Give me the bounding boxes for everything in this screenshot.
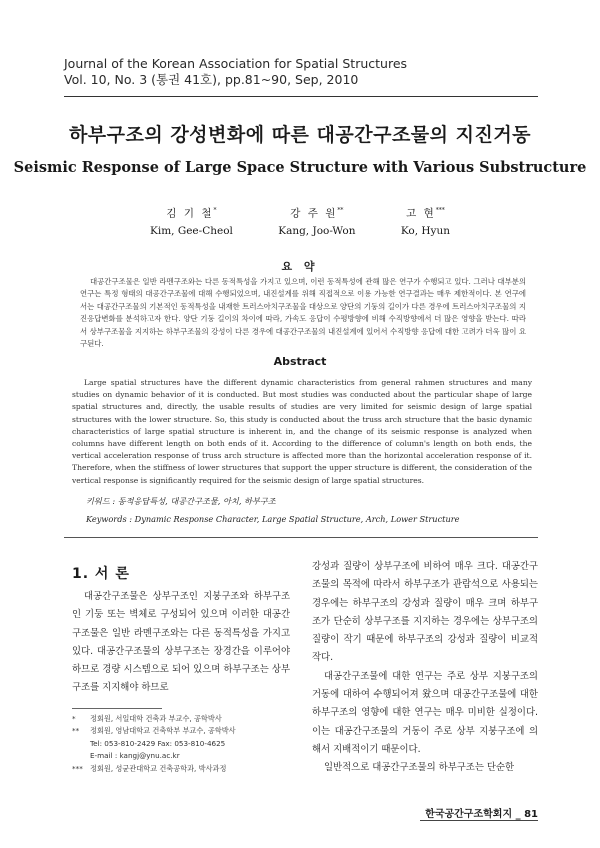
author-name-en: Kim, Gee-Cheol: [150, 224, 233, 237]
journal-header: [64, 56, 407, 88]
footnote: [72, 725, 292, 737]
footnote: [72, 713, 292, 725]
author-name-ko: 고 현: [406, 207, 436, 220]
footnote-mark: [72, 738, 90, 750]
page-footer: 한국공간구조학회지 _ 81: [425, 809, 538, 820]
title-korean: 하부구조의 강성변화에 따른 대공간구조물의 지진거동: [68, 124, 532, 146]
header-rule: [64, 96, 538, 97]
footnote: [72, 750, 292, 762]
abstract-heading: Abstract: [273, 355, 327, 368]
footnote-rule: [72, 708, 162, 709]
journal-name: Journal of the Korean Association for Spatial Structures: [64, 56, 408, 71]
abstract-text: Large spatial structures have the different dynamic characteristics from general rahmen structures and many studies on dynamic behavior of it is conducted. But most studies was conducted about the particular shape of large spatial structures and, directly, the usable results of studies are very limited for seismic design of large spatial structures with the lower structure. So, this study is conducted about the truss arch structure that the basic dynamic characteristics of large spatial structure is inherent in, and the change of its seismic response is analyzed when columns have different length on both ends of it. According to the difference of column's length on both ends, the vertical acceleration response of truss arch structure is affected more than the horizontal acceleration response of it. Therefore, when the stiffness of lower structures that support the upper structure is different, the consideration of the vertical response is significantly required for the seismic design of large spatial structures.: [72, 378, 532, 485]
author-mark: **: [337, 207, 344, 214]
body-paragraph: 일반적으로 대공간구조물의 하부구조는 단순한: [324, 762, 515, 774]
footnote-text: 정회원, 서일대학 건축과 부교수, 공학박사: [90, 714, 222, 723]
footnote-mark: [72, 750, 90, 762]
footnotes: [72, 713, 292, 775]
keywords-korean: 키워드 : 동적응답특성, 대공간구조물, 아치, 하부구조: [86, 496, 276, 506]
author-mark: ***: [435, 207, 445, 214]
author-list: [150, 202, 450, 240]
journal-volume: Vol. 10, No. 3 (통권 41호), pp.81~90, Sep, 2010: [64, 72, 359, 87]
title-english: Seismic Response of Large Space Structure with Various Substructure: [13, 159, 587, 176]
footer-rule: [420, 820, 538, 821]
footnote-mark: ***: [72, 763, 83, 773]
section-1-heading: 1. 서 론: [72, 566, 130, 582]
author-name-en: Ko, Hyun: [400, 224, 450, 237]
author-name-en: Kang, Joo-Won: [278, 224, 356, 237]
author-2: [278, 202, 355, 240]
footnote-mark: **: [72, 726, 80, 736]
footnote-text: E-mail : kangj@ynu.ac.kr: [90, 751, 180, 761]
section-divider: [64, 537, 538, 538]
korean-abstract-text: 대공간구조물은 일반 라멘구조와는 다른 동적특성을 가지고 있으며, 이런 동적특성에 관해 많은 연구가 수행되고 있다. 그러나 대부분의 연구는 특정 형태의 대공간구조물에 대해 수행되었으며, 내진설계를 위해 직접적으로 이용 가능한 연구결과는 매우 제한적이다. 본 연구에서는 대공간구조물의 기본적인 동적특성을 내재한 트러스아치구조물을 대상으로 양단의 기둥의 길이가 다른 경우에 트러스아치구조물의 지진응답변화를 분석하고자 한다. 양단 기둥 길이의 차이에 따라, 가속도 응답이 수평방향에 비해 수직방향에서 더 많은 영향을 받는다. 따라서 상부구조물을 지지하는 하부구조물의 강성이 다른 경우에 대공간구조물의 내진설계에 있어서 수직방향 응답에 대한 고려가 더욱 많이 요구된다.: [80, 277, 526, 349]
footnote: [72, 763, 292, 775]
author-name-ko: 김 기 철: [166, 207, 214, 220]
footnote-mark: *: [72, 714, 76, 723]
author-3: [401, 202, 450, 240]
body-paragraph: 강성과 질량이 상부구조에 비하여 매우 크다. 대공간구조물의 목적에 따라서 하부구조가 관람석으로 사용되는 경우에는 하부구조의 강성과 질량이 매우 크며 하부구조가 단순히 상부구조를 지지하는 경우에는 상부구조의 질량이 작기 때문에 하부구조의 강성과 질량이 비교적 작다.: [312, 561, 538, 664]
keywords-english: Keywords : Dynamic Response Character, Large Spatial Structure, Arch, Lower Structure: [86, 514, 460, 524]
body-paragraph: 대공간구조물에 대한 연구는 주로 상부 지붕구조의 거동에 대하여 수행되어져 왔으며 대공간구조물에 대한 하부구조의 영향에 대한 연구는 매우 미비한 실정이다. 이는 대공간구조물의 거동이 주로 상부 지붕구조에 의해서 지배적이기 때문이다.: [312, 670, 538, 755]
footnote-text: 정회원, 성균관대학교 건축공학과, 박사과정: [90, 763, 227, 773]
author-name-ko: 강 주 원: [290, 207, 338, 220]
body-left-column: 대공간구조물은 상부구조인 지붕구조와 하부구조인 기둥 또는 벽체로 구성되어 있으며 이러한 대공간구조물은 일반 라멘구조와는 다른 동적특성을 가지고 있다. 대공간구조물의 상부구조는 장경간을 이루어야 하므로 경량 시스템으로 되어 있으며 하부구조는 상부구조를 지지해야 하므로: [72, 591, 290, 694]
author-mark: *: [213, 207, 217, 214]
footnote-text: Tel: 053-810-2429 Fax: 053-810-4625: [90, 738, 226, 748]
footnote-text: 정회원, 영남대학교 건축학부 부교수, 공학박사: [90, 726, 236, 736]
korean-abstract-heading: 요 약: [281, 260, 319, 273]
footnote: [72, 738, 292, 750]
author-1: [150, 202, 233, 240]
body-right-column: [312, 558, 538, 778]
